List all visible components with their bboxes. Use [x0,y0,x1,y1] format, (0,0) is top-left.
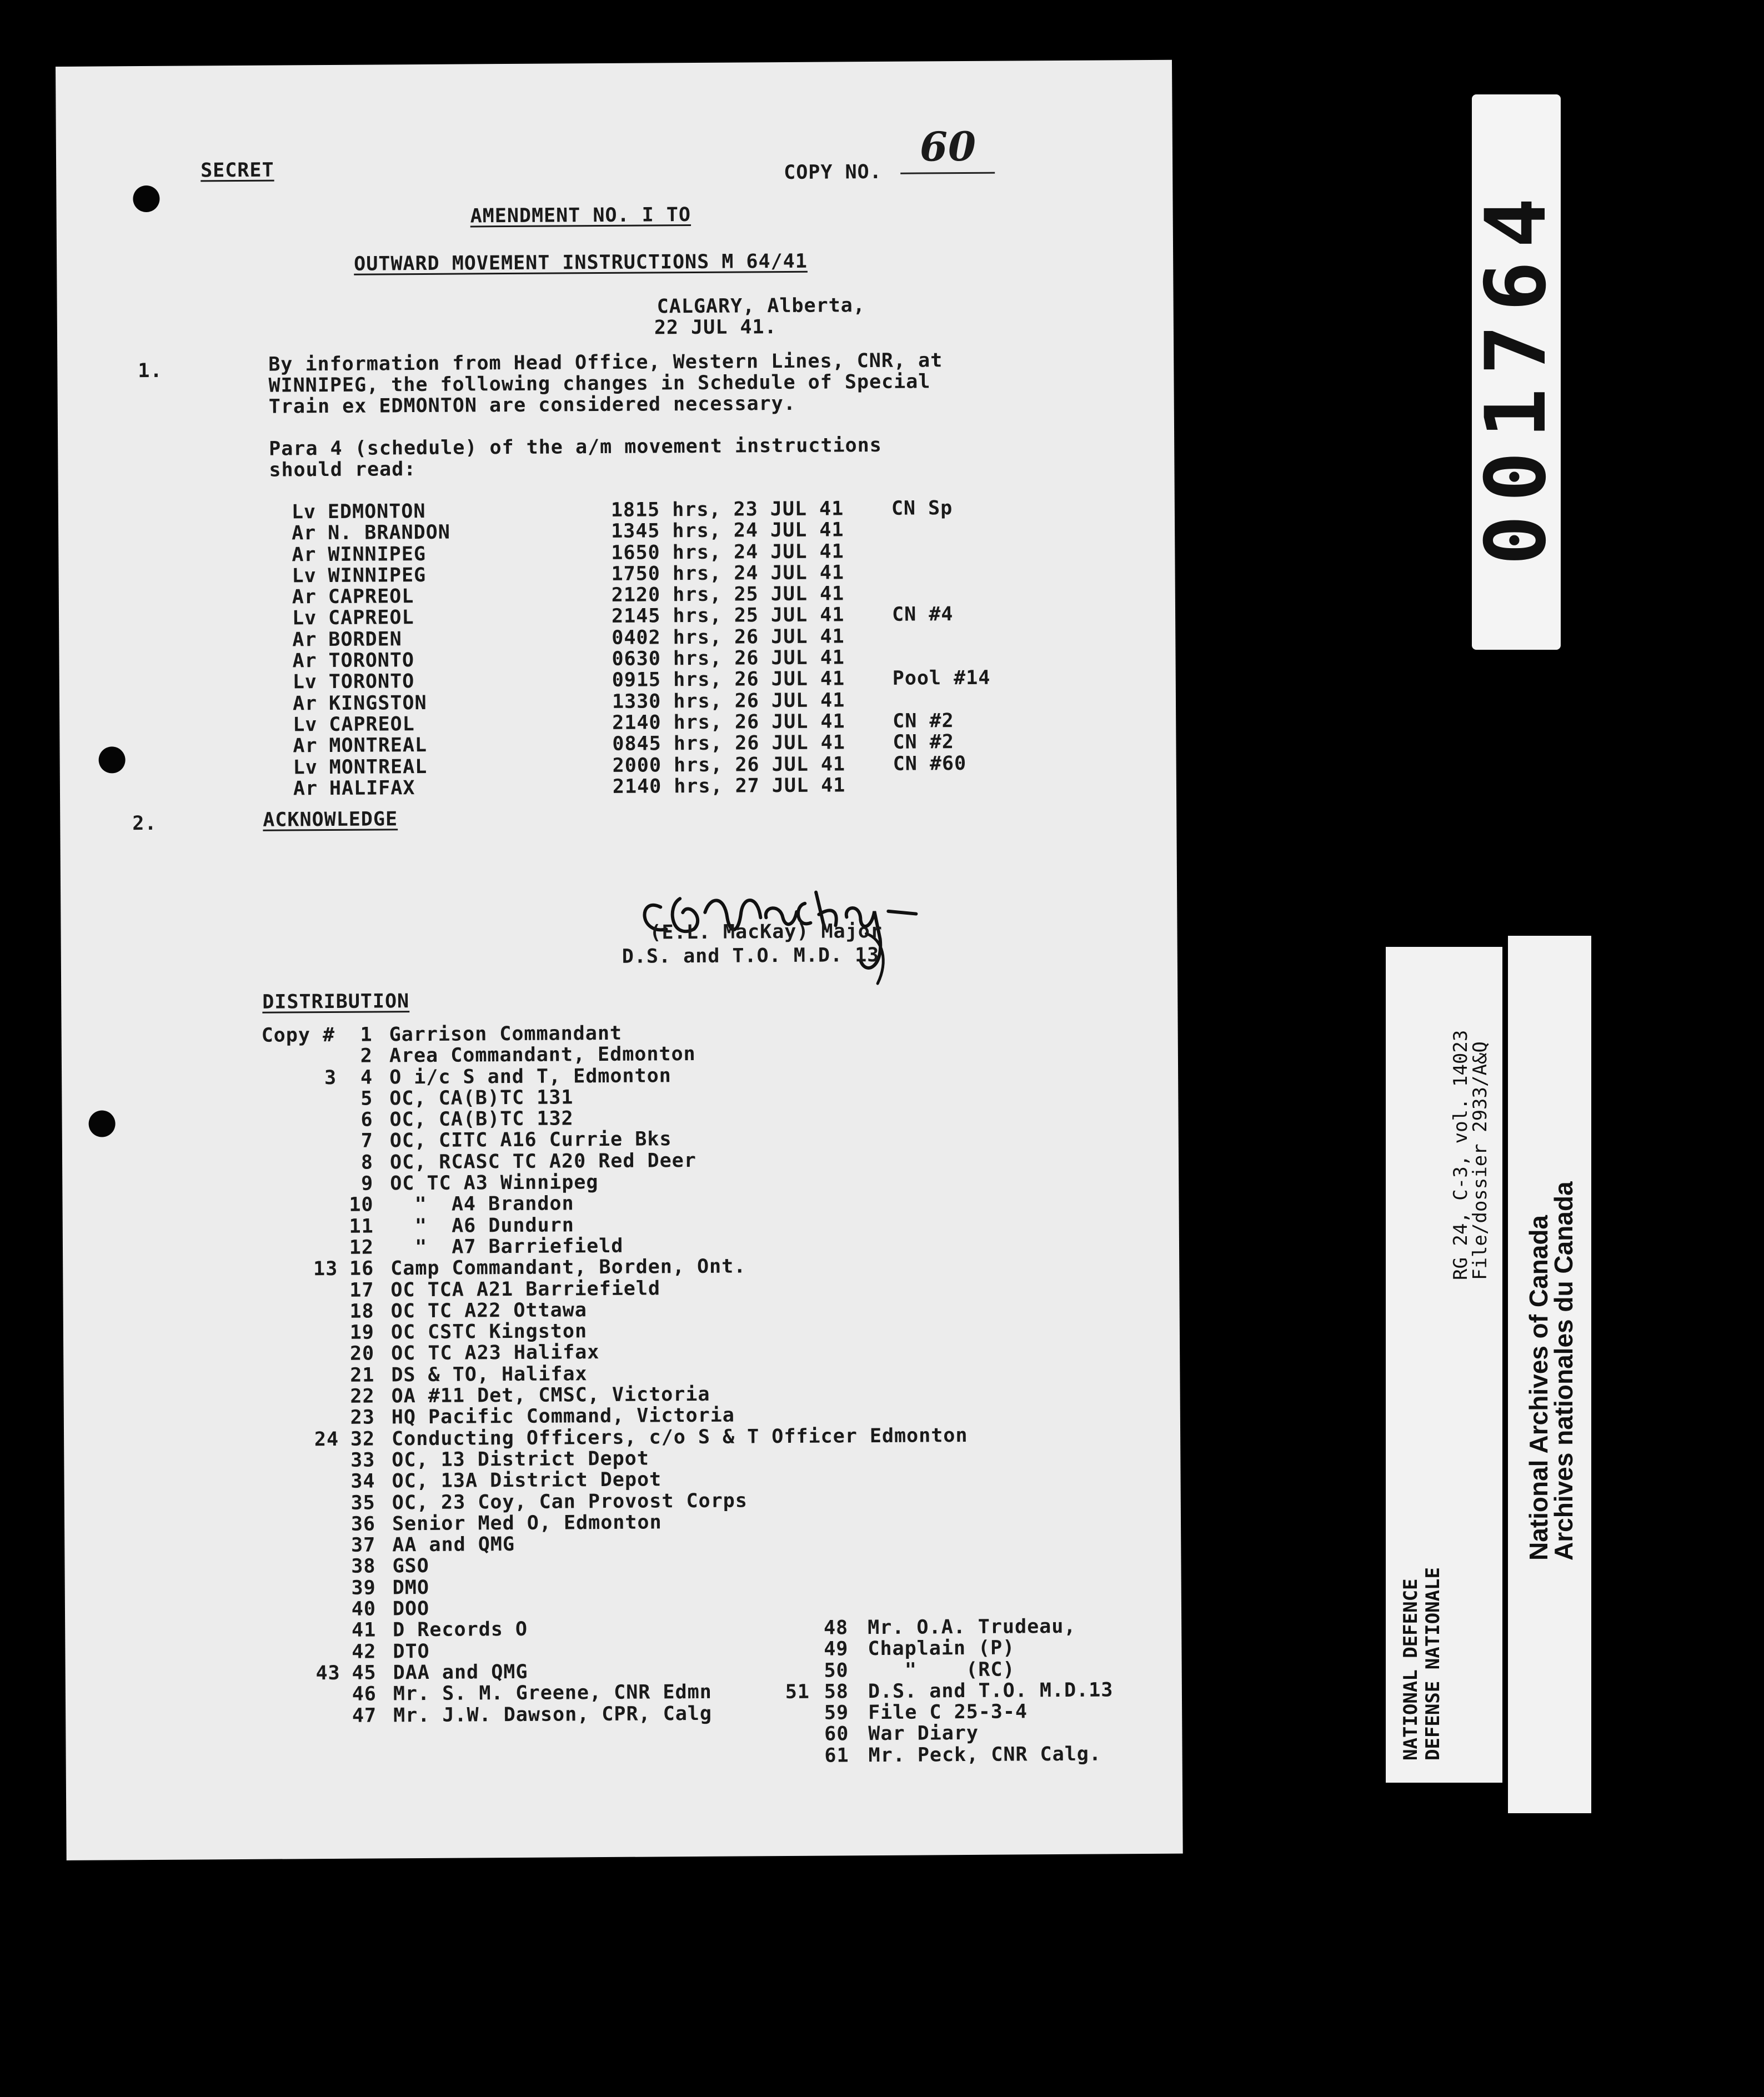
dist-recipient: " A6 Dundurn [390,1214,574,1238]
schedule-time: 2120 hrs, 25 JUL 41 [611,583,845,607]
archive-reference: File/dossier 2933/A&Q [1469,1041,1491,1280]
schedule-note: CN #2 [893,731,954,754]
dist-num: 47 [352,1704,377,1727]
para-2-number: 2. [132,812,157,835]
dist-num: 16 [349,1257,374,1281]
schedule-time: 0845 hrs, 26 JUL 41 [612,731,845,756]
dist-recipient: Senior Med O, Edmonton [392,1511,662,1536]
dist-alt [259,1110,337,1131]
punch-hole [88,1110,115,1137]
dist-num: 20 [349,1342,375,1366]
dist-recipient: OC, 23 Coy, Can Provost Corps [392,1489,748,1514]
schedule-time: 1345 hrs, 24 JUL 41 [611,519,844,543]
dist-num: 17 [349,1279,374,1302]
dist-alt: 43 [315,1662,340,1685]
dist-num: 33 [350,1449,375,1472]
dist-num: 45 [352,1662,377,1684]
dist-recipient: DAA and QMG [393,1660,528,1684]
schedule-place: MONTREAL [329,734,428,757]
dist-alt [260,1237,338,1259]
schedule-note [893,774,991,796]
schedule-place: HALIFAX [329,776,415,800]
dist-recipient: OC CSTC Kingston [390,1320,588,1344]
dist-recipient: " (RC) [868,1658,1015,1682]
dist-num: 34 [350,1470,375,1493]
dist-recipient: OA #11 Det, CMSC, Victoria [391,1383,710,1408]
dist-num: 39 [351,1577,376,1599]
dist-alt [261,1450,339,1472]
schedule-action: Lv [292,565,317,588]
dist-alt [721,1660,810,1682]
dist-recipient: " A7 Barriefield [390,1235,624,1259]
dist-num: 1 [360,1024,373,1046]
dist-recipient: Conducting Officers, c/o S & T Officer Edmonton [391,1424,968,1450]
dist-recipient: War Diary [868,1722,979,1745]
schedule-action: Ar [293,735,318,757]
dist-num: 58 [824,1680,849,1703]
dist-alt [261,1407,339,1429]
dist-recipient: DS & TO, Halifax [391,1362,588,1387]
dist-num: 49 [824,1638,849,1660]
dist-num: 7 [360,1130,373,1153]
schedule-place: MONTREAL [329,755,428,779]
dist-recipient: OC TC A22 Ottawa [390,1299,587,1323]
dist-recipient: Garrison Commandant [389,1022,623,1046]
dist-alt [262,1599,340,1621]
schedule-place: WINNIPEG [328,543,427,566]
dist-alt [259,1088,337,1110]
frame-number: 001764 [1468,184,1565,565]
dist-num: 19 [349,1321,375,1344]
department-line: DEFENSE NATIONALE [1422,1567,1444,1760]
schedule-time: 0402 hrs, 26 JUL 41 [612,625,845,649]
dist-recipient: DOO [392,1597,430,1621]
schedule-time: 1650 hrs, 24 JUL 41 [611,540,844,564]
dist-recipient: DTO [393,1640,430,1663]
dist-recipient: OC, CA(B)TC 131 [389,1086,574,1110]
dist-num: 9 [361,1172,374,1195]
dist-num: 36 [350,1513,376,1536]
acknowledge: ACKNOWLEDGE [263,808,398,831]
dist-recipient: OC TC A23 Halifax [391,1341,600,1365]
dist-recipient: Chaplain (P) [868,1637,1015,1660]
schedule-place: CAPREOL [328,585,414,609]
archive-reference: RG 24, C-3, vol. 14023 [1450,1030,1472,1280]
dist-alt: 24 [314,1428,339,1451]
schedule-time: 1815 hrs, 23 JUL 41 [610,498,844,521]
schedule-note: CN Sp [891,497,953,520]
schedule-action: Lv [293,756,318,779]
dist-num: 12 [349,1236,374,1259]
schedule-note: CN #2 [893,710,954,733]
schedule-note [893,689,991,710]
para-1-line: By information from Head Office, Western Lines, CNR, at [268,349,943,376]
dist-alt [259,1046,337,1067]
schedule-place: TORONTO [328,649,415,673]
dist-recipient: Camp Commandant, Borden, Ont. [390,1255,746,1280]
frame-number-stamp [1468,94,1565,650]
dist-num: 59 [824,1702,849,1724]
signatory-name: (E.L. MacKay) Major [649,920,883,944]
distribution-right-text [868,1616,1114,1766]
para-1-line: should read: [269,458,417,481]
dist-alt [721,1724,810,1745]
schedule-place: CAPREOL [328,606,414,630]
dist-alt [720,1618,809,1639]
dist-alt [262,1514,339,1536]
schedule-action: Ar [292,522,317,545]
dist-alt [260,1365,338,1387]
dist-recipient: D Records O [393,1618,528,1642]
schedule-action: Ar [292,543,317,566]
archives-name-fr: Archives nationales du Canada [1549,1181,1578,1561]
schedule-time: 1750 hrs, 24 JUL 41 [611,561,845,585]
schedule-note [892,583,990,604]
dist-recipient: Mr. S. M. Greene, CNR Edmn [393,1681,712,1705]
schedule-place: N. BRANDON [328,521,450,545]
dist-alt [260,1322,338,1344]
dist-recipient: File C 25-3-4 [868,1700,1028,1724]
dist-num: 8 [360,1151,374,1174]
dist-num: 4 [360,1066,373,1089]
schedule-notes [891,498,991,796]
dist-alt [262,1556,339,1578]
schedule-times [611,498,846,797]
schedule-note [891,519,990,540]
copy-number-handwritten: 60 [919,122,977,170]
department-line: NATIONAL DEFENCE [1400,1578,1422,1760]
dist-recipient: Mr. O.A. Trudeau, [868,1615,1076,1639]
schedule-action: Lv [293,714,318,736]
schedule-note [892,625,990,647]
punch-hole [133,185,159,212]
dist-recipient: OC, CA(B)TC 132 [389,1107,574,1131]
dist-recipient: Mr. Peck, CNR Calg. [868,1743,1102,1767]
dist-num: 41 [351,1619,377,1642]
distribution-left-num [328,1025,377,1727]
para-1-line: Para 4 (schedule) of the a/m movement instructions [269,434,882,460]
dist-num: 61 [824,1744,849,1767]
dist-alt [259,1195,337,1216]
dist-num: 21 [350,1364,375,1387]
dist-alt [262,1535,339,1557]
instructions-title: OUTWARD MOVEMENT INSTRUCTIONS M 64/41 [354,250,808,275]
schedule-time: 2145 hrs, 25 JUL 41 [611,604,845,628]
dist-alt [259,1173,337,1195]
punch-hole [98,746,125,773]
dist-num: 35 [350,1492,375,1514]
para-1-line: Train ex EDMONTON are considered necessary. [268,392,796,418]
schedule-action: Lv [292,607,317,630]
dist-num: 60 [824,1723,849,1746]
schedule-place: BORDEN [328,628,402,651]
schedule-time: 1330 hrs, 26 JUL 41 [612,689,845,713]
dist-recipient: OC, 13A District Depot [392,1468,662,1493]
dist-alt [260,1216,338,1238]
dist-alt [721,1745,810,1767]
schedule-time: 2140 hrs, 27 JUL 41 [612,774,846,798]
archives-label [1508,936,1591,1813]
distribution-heading: DISTRIBUTION [262,990,410,1014]
dist-alt [720,1639,809,1660]
dist-num: 38 [351,1555,376,1578]
schedule-action: Ar [293,777,318,800]
schedule-places [328,501,452,799]
dist-alt [260,1301,338,1323]
schedule-action: Ar [292,692,318,715]
dist-num: 2 [360,1045,373,1067]
dist-num: 46 [352,1683,377,1705]
dist-recipient: D.S. and T.O. M.D.13 [868,1679,1114,1703]
document-page [56,60,1183,1860]
schedule-time: 2000 hrs, 26 JUL 41 [612,752,846,777]
date: 22 JUL 41. [654,316,777,339]
dist-alt [262,1642,340,1663]
dist-recipient: OC, CITC A16 Currie Bks [389,1128,672,1152]
dist-num: 6 [360,1108,373,1131]
dist-num: 50 [824,1659,849,1682]
dist-recipient: " A4 Brandon [390,1192,574,1216]
dist-num: 40 [351,1598,377,1621]
schedule-note [891,561,990,583]
amendment-title: AMENDMENT NO. I TO [470,204,691,228]
schedule-note: CN #4 [891,603,954,626]
dist-num: 18 [349,1300,374,1323]
para-1-line: WINNIPEG, the following changes in Schedule of Special [268,370,931,397]
dist-alt [263,1705,340,1727]
schedule-place: CAPREOL [329,713,415,736]
schedule-action: Ar [292,628,317,651]
dist-num: 48 [823,1617,849,1639]
dist-recipient: Area Commandant, Edmonton [389,1043,696,1067]
dist-recipient: HQ Pacific Command, Victoria [391,1404,735,1429]
schedule-note [892,646,990,668]
schedule-actions [292,501,318,799]
schedule-time: 0915 hrs, 26 JUL 41 [612,668,845,692]
dist-recipient: OC TCA A21 Barriefield [390,1277,661,1301]
dist-alt [721,1703,810,1724]
dist-recipient: O i/c S and T, Edmonton [389,1064,671,1088]
schedule-note [891,540,990,561]
schedule-place: KINGSTON [328,691,427,715]
dist-alt [260,1280,338,1301]
dist-num: 37 [350,1534,376,1557]
dist-alt [262,1620,340,1642]
dist-num: 5 [360,1087,373,1110]
dist-recipient: DMO [392,1576,430,1599]
dist-num: 10 [349,1193,374,1217]
reference-label [1386,947,1502,1783]
dist-alt [261,1471,339,1493]
classification: SECRET [201,159,274,182]
dist-alt [262,1492,339,1514]
schedule-action: Lv [291,501,317,524]
dist-recipient: GSO [392,1555,429,1578]
schedule-time: 0630 hrs, 26 JUL 41 [612,646,845,670]
schedule-action: Ar [292,650,317,673]
schedule-action: Lv [292,671,318,694]
signatory-title: D.S. and T.O. M.D. 13 [622,944,880,968]
dist-alt [259,1025,337,1046]
copy-prefix: Copy # [261,1024,335,1047]
dist-alt [259,1152,337,1174]
dist-num: 23 [350,1406,375,1429]
dist-alt: 51 [785,1680,810,1703]
schedule-place: TORONTO [328,670,415,694]
dist-alt [263,1684,340,1705]
dist-alt [261,1386,339,1408]
copy-number-line [900,172,995,174]
dist-recipient: Mr. J.W. Dawson, CPR, Calg [393,1702,713,1727]
schedule-note: Pool #14 [892,667,991,690]
dist-recipient: OC, RCASC TC A20 Red Deer [389,1149,696,1174]
dist-recipient: OC, 13 District Depot [392,1447,649,1472]
dist-alt: 13 [313,1258,338,1281]
dist-alt [262,1578,340,1599]
dist-num: 22 [350,1385,375,1408]
dist-alt [259,1131,337,1152]
dist-recipient: AA and QMG [392,1533,515,1557]
schedule-place: EDMONTON [327,500,426,524]
archives-name-en: National Archives of Canada [1524,1215,1553,1561]
place: CALGARY, Alberta, [657,294,866,318]
schedule-action: Ar [292,586,317,609]
schedule-place: WINNIPEG [328,564,427,587]
dist-alt: 3 [324,1066,337,1089]
dist-alt [260,1343,338,1365]
dist-num: 11 [349,1215,374,1238]
schedule-time: 2140 hrs, 26 JUL 41 [612,710,845,734]
copy-label: COPY NO. [784,160,882,184]
dist-num: 42 [352,1641,377,1663]
para-1-number: 1. [138,359,163,383]
dist-num: 32 [350,1428,375,1451]
distribution-right-num [804,1617,849,1767]
schedule-note: CN #60 [893,752,967,775]
distribution-right-alt [720,1618,810,1767]
dist-recipient: OC TC A3 Winnipeg [390,1171,599,1195]
